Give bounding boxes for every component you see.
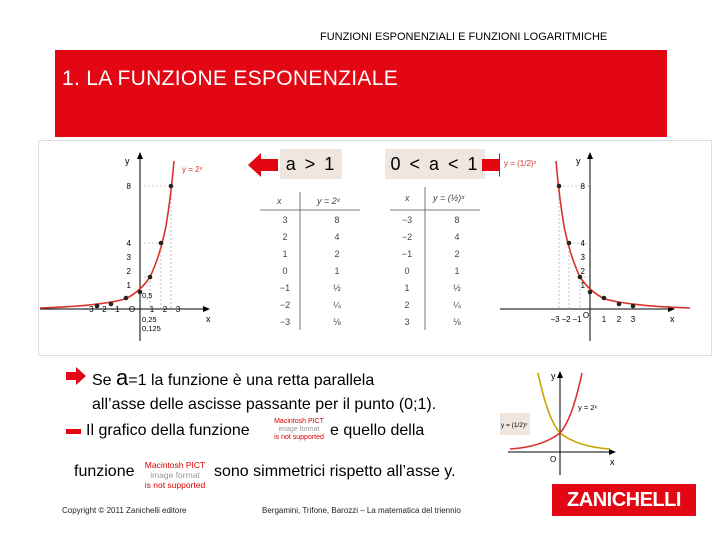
graph-right-y-tick: 3 — [580, 253, 585, 262]
small-graph-label-half: y = (1/2)ˣ — [501, 422, 528, 429]
graph-right-y-tick: 4 — [580, 239, 585, 248]
condition-a-between-0-1: 0 < a < 1 — [385, 149, 485, 179]
table-left-cell: ¼ — [333, 300, 341, 310]
pict-line-1: Macintosh PICT — [144, 460, 206, 470]
graph-right-x-tick: 1 — [601, 315, 607, 324]
text-line-4-suffix: sono simmetrici rispetto all’asse y. — [214, 463, 456, 480]
table-left-cell: 2 — [282, 232, 288, 242]
small-graph-label-2x: y = 2ˣ — [578, 403, 597, 412]
graph-left-annotation: 0,25 — [142, 315, 157, 324]
graph-left-y-tick: 1 — [126, 281, 131, 290]
graph-right-x-tick: O — [582, 311, 590, 320]
pict-line-2: image format — [150, 470, 200, 480]
graph-left-y-tick: 2 — [126, 267, 131, 276]
table-right-cell: −3 — [401, 215, 413, 225]
text-line-3-suffix: e quello della — [330, 422, 425, 439]
table-right-cell: −2 — [401, 232, 413, 242]
graph-2-to-x — [40, 146, 220, 341]
table-left-cell: 1 — [334, 266, 340, 276]
table-right-header: y = (½)ˣ — [433, 193, 465, 203]
pict-placeholder-image — [270, 418, 328, 442]
table-2-to-x — [255, 190, 365, 335]
text-line-2: all’asse delle ascisse passante per il punto (0;1). — [92, 396, 437, 413]
graph-left-x-label: x — [206, 314, 211, 324]
graph-right-x-tick: 3 — [630, 315, 636, 324]
text-line-1-rest: =1 la funzione è una retta parallela — [128, 372, 375, 389]
small-graph-x-label: x — [610, 457, 615, 467]
graph-left-x-tick: O — [128, 305, 136, 314]
graph-right-x-tick: −3 — [550, 315, 560, 324]
graph-right-curve-label: y = (1/2)ˣ — [504, 159, 537, 168]
condition-a-greater-1: a > 1 — [280, 149, 342, 179]
table-left-cell: 0 — [282, 266, 288, 276]
table-left-cell: ½ — [333, 283, 341, 293]
graph-left-y-tick: 3 — [126, 253, 131, 262]
title-banner — [55, 50, 667, 137]
table-left-header: y = 2ˣ — [317, 196, 340, 206]
presentation-header: FUNZIONI ESPONENZIALI E FUNZIONI LOGARITMICHE — [320, 31, 608, 43]
graph-left-curve-label: y = 2ˣ — [182, 165, 203, 174]
table-right-cell: 3 — [404, 317, 410, 327]
table-right-cell: ¼ — [453, 300, 461, 310]
table-right-cell: 1 — [404, 283, 410, 293]
small-graph-y-label: y — [551, 371, 556, 381]
table-left-cell: −2 — [279, 300, 291, 310]
graph-right-y-tick: 2 — [580, 267, 585, 276]
graph-left-annotation: 0,125 — [142, 324, 161, 333]
bullet-dash-icon — [66, 429, 81, 434]
text-line-1 — [92, 365, 375, 391]
graph-left-x-tick: −1 — [110, 305, 120, 314]
table-right-cell: 8 — [454, 215, 460, 225]
text-line-1-prefix: Se — [92, 372, 112, 389]
footer-authors: Bergamini, Trifone, Barozzi – La matematica del triennio — [262, 506, 461, 515]
graph-half-to-x — [500, 146, 705, 341]
graph-right-y-label: y — [576, 156, 581, 166]
slide-title: 1. LA FUNZIONE ESPONENZIALE — [62, 67, 399, 90]
text-line-3-prefix: Il grafico della funzione — [86, 422, 250, 439]
table-right-cell: ⅛ — [453, 317, 461, 327]
graph-left-annotation: 0,5 — [142, 291, 153, 300]
table-right-cell: 0 — [404, 266, 410, 276]
graph-right-x-tick: −2 — [561, 315, 571, 324]
table-left-cell: ⅛ — [333, 317, 341, 327]
table-right-cell: 2 — [454, 249, 460, 259]
pict-placeholder-image — [138, 460, 212, 490]
pict-line-3: is not supported — [144, 480, 206, 490]
publisher-logo: ZANICHELLI — [552, 484, 696, 516]
graph-left-x-tick: 1 — [149, 305, 155, 314]
text-line-4-prefix: funzione — [74, 463, 135, 480]
arrow-left-icon — [248, 152, 278, 178]
table-right-cell: −1 — [401, 249, 413, 259]
table-left-cell: 1 — [282, 249, 288, 259]
symmetric-exponentials-graph — [498, 365, 618, 480]
graph-left-y-tick: 4 — [126, 239, 131, 248]
pict-line-2: image format — [278, 426, 320, 433]
graph-right-x-tick: 2 — [616, 315, 622, 324]
table-right-cell: 2 — [404, 300, 410, 310]
table-right-cell: ½ — [453, 283, 461, 293]
table-right-cell: 1 — [454, 266, 460, 276]
text-line-1-a: a — [116, 365, 129, 390]
table-half-to-x — [385, 185, 485, 335]
graph-right-y-tick: 8 — [580, 182, 585, 191]
table-right-cell: 4 — [454, 232, 460, 242]
graph-left-x-tick: 3 — [175, 305, 181, 314]
graph-left-y-tick: 8 — [126, 182, 131, 191]
table-left-header: x — [277, 196, 282, 206]
graph-left-x-tick: −3 — [84, 305, 94, 314]
graph-left-y-label: y — [125, 156, 130, 166]
graph-left-x-tick: −2 — [97, 305, 107, 314]
table-left-cell: 4 — [334, 232, 340, 242]
graph-right-x-label: x — [670, 314, 675, 324]
graph-right-x-tick: −1 — [572, 315, 582, 324]
graph-left-x-tick: 2 — [162, 305, 168, 314]
table-left-cell: 3 — [282, 215, 288, 225]
table-left-cell: 8 — [334, 215, 340, 225]
table-right-header: x — [405, 193, 410, 203]
table-left-cell: −1 — [279, 283, 291, 293]
table-left-cell: 2 — [334, 249, 340, 259]
bullet-arrow-icon — [66, 367, 86, 385]
graph-right-y-tick: 1 — [580, 281, 585, 290]
small-graph-origin: O — [550, 455, 557, 464]
pict-line-1: Macintosh PICT — [274, 418, 324, 425]
footer-copyright: Copyright © 2011 Zanichelli editore — [62, 506, 187, 515]
table-left-cell: −3 — [279, 317, 291, 327]
pict-line-3: is not supported — [274, 434, 324, 441]
